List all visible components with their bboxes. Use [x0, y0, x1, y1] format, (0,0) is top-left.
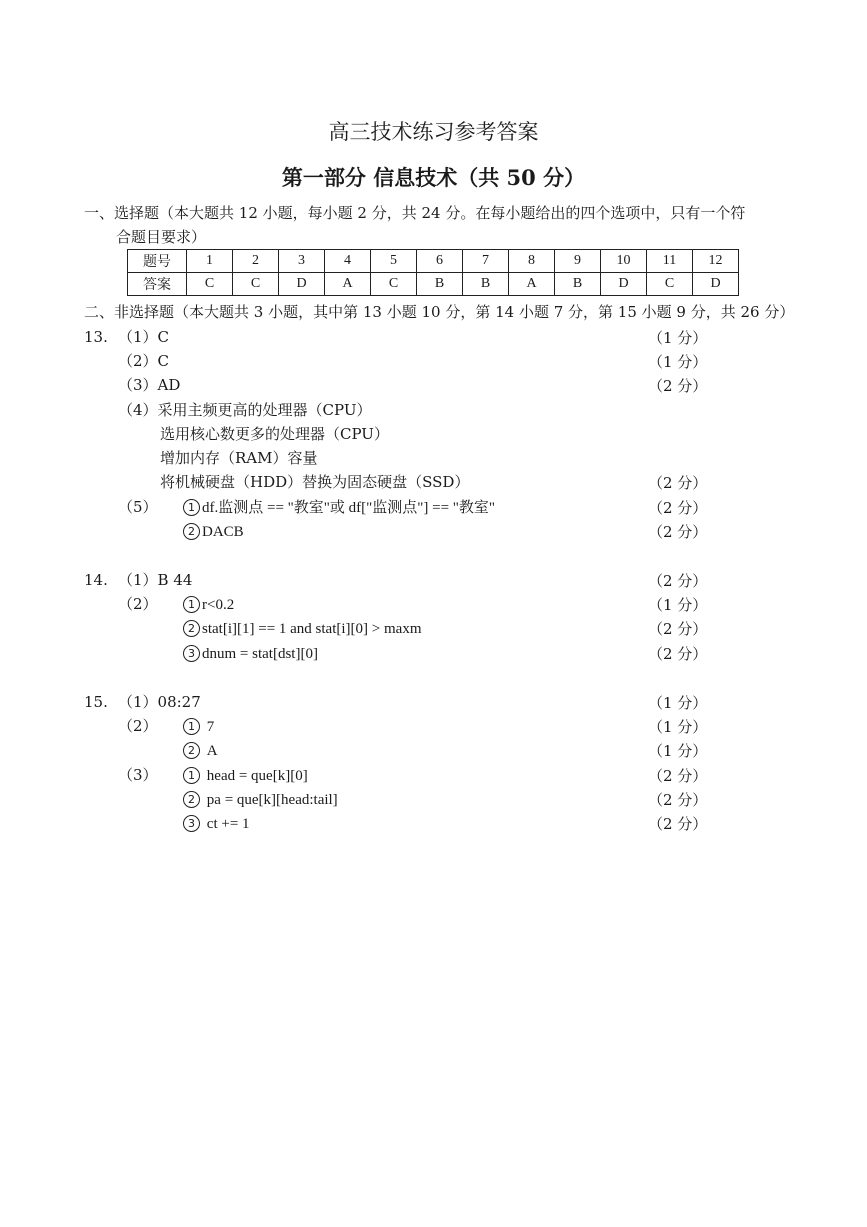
answer-line: （2）: [118, 595, 158, 613]
section2-instructions: 二、非选择题（本大题共 3 小题，其中第 13 小题 10 分，第 14 小题 7 分，第 15 小题 9 分，共 26 分）: [84, 303, 795, 321]
score-label: （2 分）: [648, 523, 708, 541]
table-cell: 4: [325, 250, 371, 273]
answer-table: [127, 249, 739, 296]
table-cell: 6: [417, 250, 463, 273]
score-label: （2 分）: [648, 377, 708, 395]
answer-line: [183, 618, 422, 639]
question-number: 13.: [84, 328, 108, 346]
answer-line: （5）: [118, 498, 158, 516]
table-cell: D: [601, 273, 647, 296]
page-title: 高三技术练习参考答案: [328, 120, 539, 144]
answer-line: [183, 594, 234, 615]
table-cell: C: [371, 273, 417, 296]
table-cell: 7: [463, 250, 509, 273]
table-cell: B: [463, 273, 509, 296]
answer-text: df.监测点 == "教室"或 df["监测点"] == "教室": [202, 500, 496, 516]
score-label: （1 分）: [648, 718, 708, 736]
answer-text: dnum = stat[dst][0]: [202, 646, 318, 662]
circled-number-icon: 3: [183, 645, 200, 662]
table-row-numbers: [128, 250, 739, 273]
table-header-num: 题号: [128, 250, 187, 273]
answer-line: 增加内存（RAM）容量: [160, 449, 318, 467]
table-cell: D: [279, 273, 325, 296]
answer-text: pa = que[k][head:tail]: [206, 792, 338, 808]
circled-number-icon: 1: [183, 767, 200, 784]
circled-number-icon: 3: [183, 815, 200, 832]
table-cell: 2: [233, 250, 279, 273]
circled-number-icon: 2: [183, 742, 200, 759]
table-cell: A: [509, 273, 555, 296]
question-number: 14.: [84, 571, 108, 589]
circled-number-icon: 1: [183, 718, 200, 735]
circled-number-icon: 2: [183, 791, 200, 808]
answer-line: [183, 497, 495, 518]
table-cell: 9: [555, 250, 601, 273]
answer-line: （1）C: [118, 328, 170, 346]
answer-line: （1）B 44: [118, 571, 193, 589]
table-cell: 1: [187, 250, 233, 273]
table-cell: C: [187, 273, 233, 296]
score-label: （2 分）: [648, 791, 708, 809]
score-label: （2 分）: [648, 474, 708, 492]
circled-number-icon: 1: [183, 596, 200, 613]
score-label: （1 分）: [648, 742, 708, 760]
answer-line: [183, 716, 214, 737]
answer-line: （4）采用主频更高的处理器（CPU）: [118, 401, 372, 419]
score-label: （2 分）: [648, 499, 708, 517]
table-cell: 3: [279, 250, 325, 273]
answer-text: ct += 1: [206, 816, 250, 832]
score-label: （1 分）: [648, 694, 708, 712]
answer-text: 7: [206, 719, 215, 735]
answer-line: （3）: [118, 766, 158, 784]
section1-instructions: 一、选择题（本大题共 12 小题，每小题 2 分，共 24 分。在每小题给出的四个选项中，只有一个符: [84, 204, 746, 222]
table-header-ans: 答案: [128, 273, 187, 296]
circled-number-icon: 1: [183, 499, 200, 516]
score-label: （2 分）: [648, 815, 708, 833]
question-number: 15.: [84, 693, 108, 711]
answer-line: 将机械硬盘（HDD）替换为固态硬盘（SSD）: [160, 473, 470, 491]
answer-line: [183, 643, 318, 664]
table-cell: B: [555, 273, 601, 296]
section1-instructions-cont: 合题目要求）: [116, 228, 207, 246]
score-label: （1 分）: [648, 596, 708, 614]
score-label: （2 分）: [648, 620, 708, 638]
table-row-answers: [128, 273, 739, 296]
answer-line: （2）: [118, 717, 158, 735]
table-cell: B: [417, 273, 463, 296]
score-label: （2 分）: [648, 572, 708, 590]
answer-line: （1）08:27: [118, 693, 201, 711]
score-label: （2 分）: [648, 645, 708, 663]
table-cell: 12: [693, 250, 739, 273]
table-cell: 8: [509, 250, 555, 273]
table-cell: D: [693, 273, 739, 296]
answer-line: [183, 765, 308, 786]
answer-line: [183, 521, 244, 542]
score-label: （2 分）: [648, 767, 708, 785]
answer-text: DACB: [202, 524, 244, 540]
score-label: （1 分）: [648, 329, 708, 347]
table-cell: A: [325, 273, 371, 296]
table-cell: 10: [601, 250, 647, 273]
table-cell: 5: [371, 250, 417, 273]
answer-line: （2）C: [118, 352, 170, 370]
answer-line: 选用核心数更多的处理器（CPU）: [160, 425, 389, 443]
score-label: （1 分）: [648, 353, 708, 371]
answer-line: [183, 789, 338, 810]
answer-text: r<0.2: [202, 597, 235, 613]
circled-number-icon: 2: [183, 523, 200, 540]
table-cell: C: [647, 273, 693, 296]
answer-text: head = que[k][0]: [206, 768, 308, 784]
answer-text: stat[i][1] == 1 and stat[i][0] > maxm: [202, 621, 422, 637]
circled-number-icon: 2: [183, 620, 200, 637]
table-cell: C: [233, 273, 279, 296]
answer-line: [183, 813, 250, 834]
part-title: 第一部分 信息技术（共 50 分）: [281, 165, 586, 190]
answer-line: [183, 740, 218, 761]
answer-text: A: [206, 743, 218, 759]
table-cell: 11: [647, 250, 693, 273]
answer-line: （3）AD: [118, 376, 181, 394]
